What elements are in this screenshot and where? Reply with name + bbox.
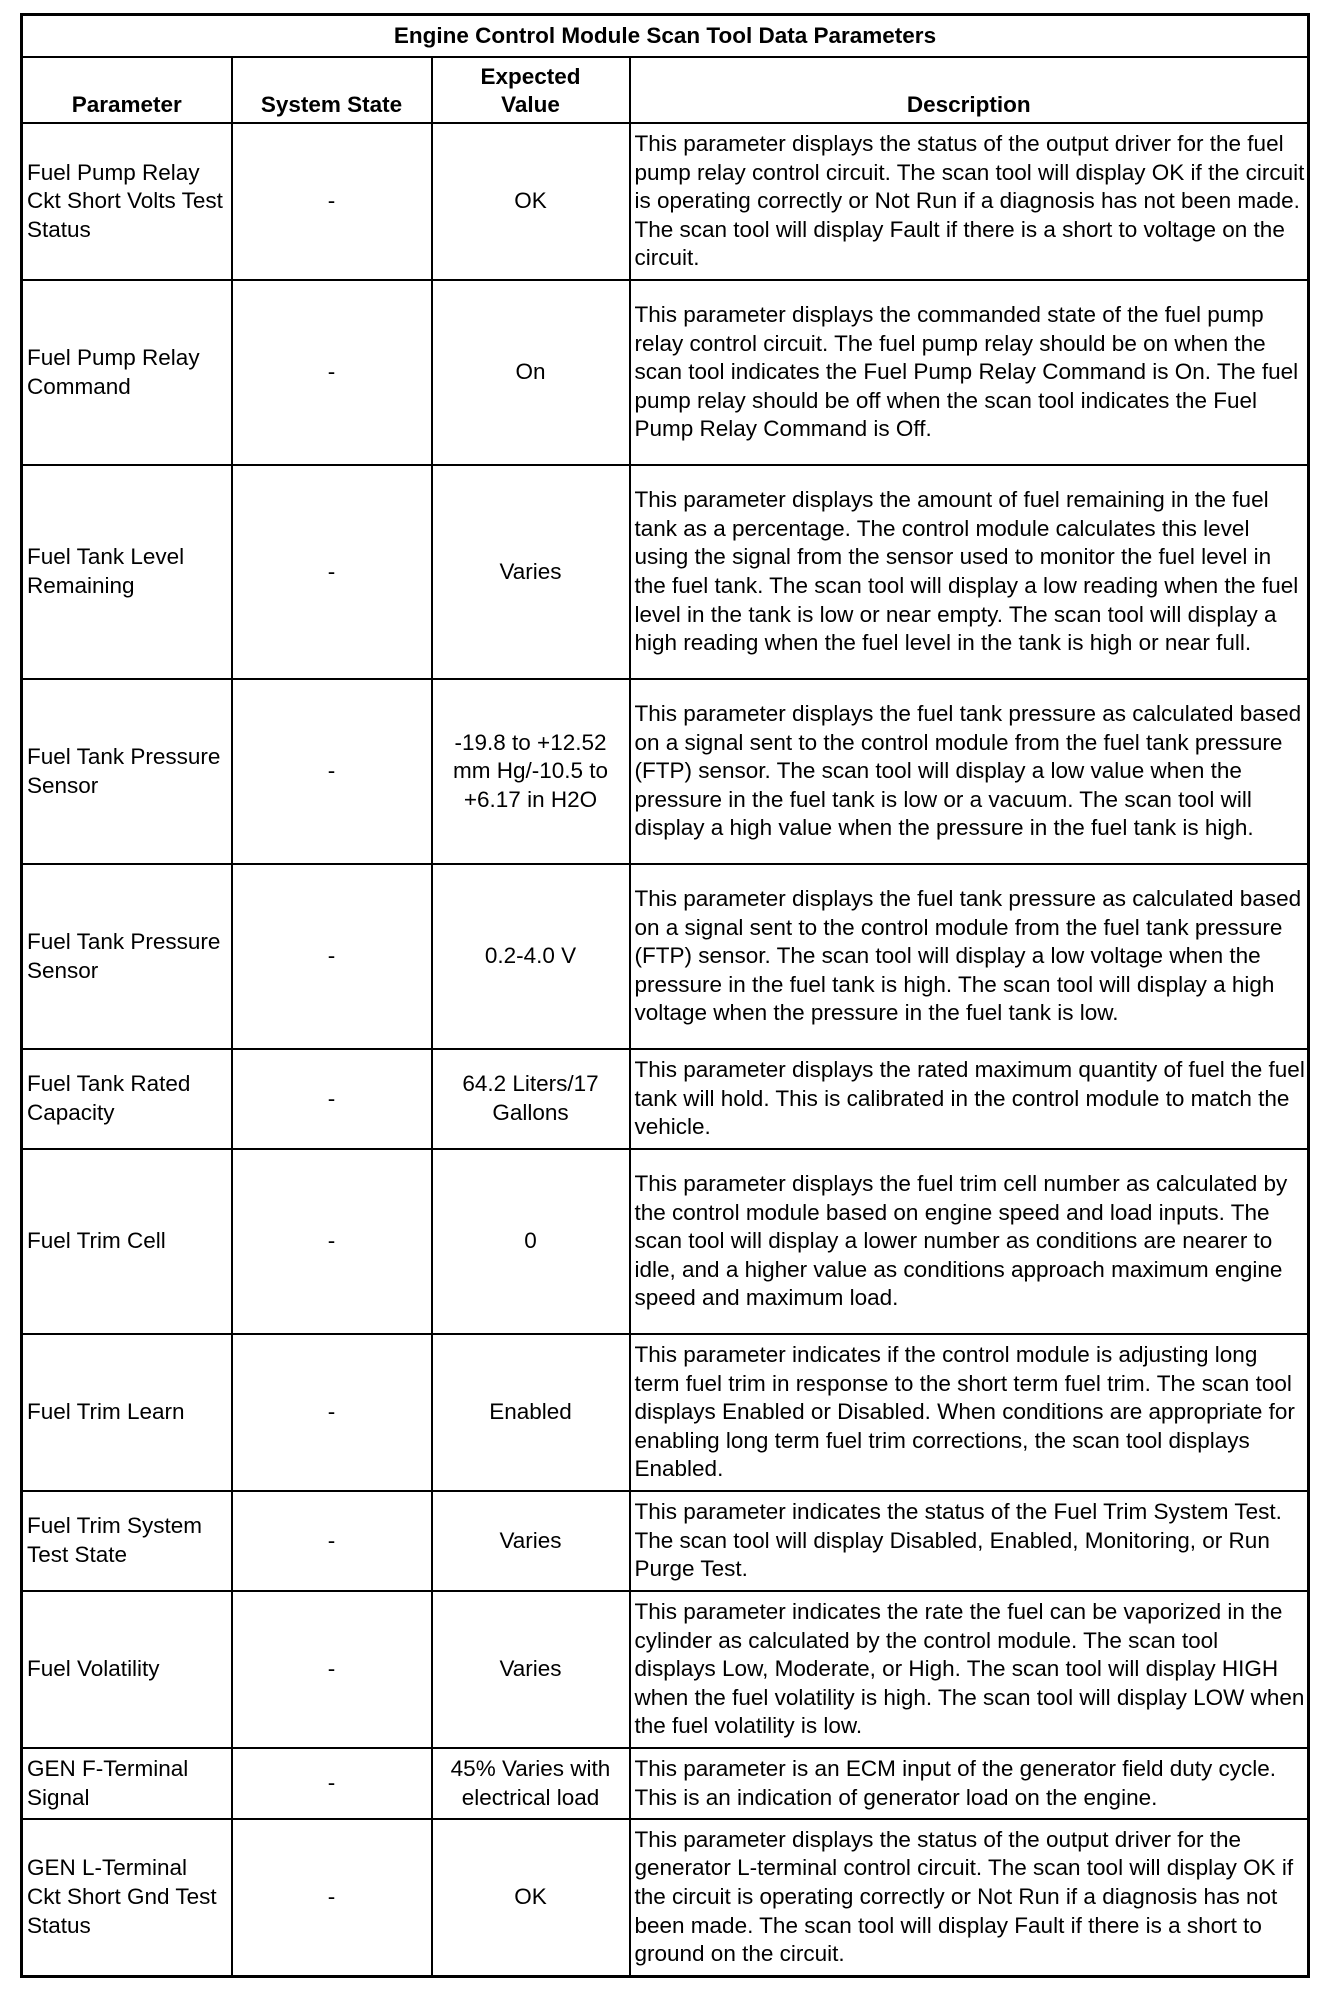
- cell-system-state: -: [232, 1491, 432, 1591]
- cell-system-state: -: [232, 1591, 432, 1748]
- cell-system-state: -: [232, 864, 432, 1049]
- cell-system-state: -: [232, 1049, 432, 1149]
- table-row: [22, 280, 1309, 465]
- cell-expected-value: 45% Varies with electrical load: [432, 1748, 630, 1819]
- cell-expected-value: On: [432, 280, 630, 465]
- cell-description: This parameter displays the fuel tank pressure as calculated based on a signal sent to the control module from the fuel tank pressure (FTP) sensor. The scan tool will display a low voltage when the pressure in the fuel tank is high. The scan tool will display a high voltage when the pressure in the fuel tank is low.: [630, 864, 1309, 1049]
- table-row: [22, 1748, 1309, 1819]
- cell-description: This parameter indicates if the control module is adjusting long term fuel trim in response to the short term fuel trim. The scan tool displays Enabled or Disabled. When conditions are appropriate for enabling long term fuel trim corrections, the scan tool displays Enabled.: [630, 1334, 1309, 1491]
- table-row: [22, 1049, 1309, 1149]
- cell-description: This parameter is an ECM input of the generator field duty cycle. This is an indication of generator load on the engine.: [630, 1748, 1309, 1819]
- cell-parameter: Fuel Trim Cell: [22, 1149, 232, 1334]
- cell-parameter: Fuel Pump Relay Command: [22, 280, 232, 465]
- scan-tool-data-table: [20, 13, 1310, 1978]
- table-row: [22, 1149, 1309, 1334]
- cell-expected-value: -19.8 to +12.52 mm Hg/-10.5 to +6.17 in H2O: [432, 679, 630, 864]
- cell-expected-value: Enabled: [432, 1334, 630, 1491]
- cell-parameter: Fuel Tank Pressure Sensor: [22, 864, 232, 1049]
- header-parameter: Parameter: [22, 57, 232, 123]
- table-row: [22, 123, 1309, 280]
- cell-expected-value: OK: [432, 123, 630, 280]
- cell-description: This parameter indicates the status of the Fuel Trim System Test. The scan tool will display Disabled, Enabled, Monitoring, or Run Purge Test.: [630, 1491, 1309, 1591]
- cell-parameter: Fuel Trim Learn: [22, 1334, 232, 1491]
- cell-expected-value: 0: [432, 1149, 630, 1334]
- table-title: Engine Control Module Scan Tool Data Parameters: [22, 15, 1309, 58]
- cell-parameter: Fuel Volatility: [22, 1591, 232, 1748]
- header-expected-value: Expected Value: [432, 57, 630, 123]
- cell-expected-value: OK: [432, 1819, 630, 1976]
- cell-system-state: -: [232, 1819, 432, 1976]
- cell-expected-value: Varies: [432, 1591, 630, 1748]
- cell-system-state: -: [232, 280, 432, 465]
- cell-description: This parameter displays the commanded state of the fuel pump relay control circuit. The fuel pump relay should be on when the scan tool indicates the Fuel Pump Relay Command is On. The fuel pump relay should be off when the scan tool indicates the Fuel Pump Relay Command is Off.: [630, 280, 1309, 465]
- table-row: [22, 1334, 1309, 1491]
- table-row: [22, 1819, 1309, 1976]
- table-row: [22, 1591, 1309, 1748]
- cell-description: This parameter displays the fuel trim cell number as calculated by the control module based on engine speed and load inputs. The scan tool will display a lower number as conditions are nearer to idle, and a higher value as conditions approach maximum engine speed and maximum load.: [630, 1149, 1309, 1334]
- cell-system-state: -: [232, 1149, 432, 1334]
- table-row: [22, 1491, 1309, 1591]
- cell-description: This parameter indicates the rate the fuel can be vaporized in the cylinder as calculated by the control module. The scan tool displays Low, Moderate, or High. The scan tool will display HIGH when the fuel volatility is high. The scan tool will display LOW when the fuel volatility is low.: [630, 1591, 1309, 1748]
- cell-parameter: Fuel Trim System Test State: [22, 1491, 232, 1591]
- cell-system-state: -: [232, 679, 432, 864]
- title-row: [22, 15, 1309, 58]
- table-row: [22, 864, 1309, 1049]
- cell-expected-value: Varies: [432, 465, 630, 679]
- table-row: [22, 679, 1309, 864]
- cell-parameter: Fuel Pump Relay Ckt Short Volts Test Status: [22, 123, 232, 280]
- cell-system-state: -: [232, 1334, 432, 1491]
- cell-system-state: -: [232, 465, 432, 679]
- cell-description: This parameter displays the rated maximum quantity of fuel the fuel tank will hold. This is calibrated in the control module to match the vehicle.: [630, 1049, 1309, 1149]
- cell-system-state: -: [232, 1748, 432, 1819]
- cell-description: This parameter displays the fuel tank pressure as calculated based on a signal sent to the control module from the fuel tank pressure (FTP) sensor. The scan tool will display a low value when the pressure in the fuel tank is low or a vacuum. The scan tool will display a high value when the pressure in the fuel tank is high.: [630, 679, 1309, 864]
- cell-parameter: GEN L-Terminal Ckt Short Gnd Test Status: [22, 1819, 232, 1976]
- cell-parameter: Fuel Tank Pressure Sensor: [22, 679, 232, 864]
- cell-description: This parameter displays the amount of fuel remaining in the fuel tank as a percentage. The control module calculates this level using the signal from the sensor used to monitor the fuel level in the fuel tank. The scan tool will display a low reading when the fuel level in the tank is low or near empty. The scan tool will display a high reading when the fuel level in the tank is high or near full.: [630, 465, 1309, 679]
- header-description: Description: [630, 57, 1309, 123]
- header-system-state: System State: [232, 57, 432, 123]
- cell-parameter: Fuel Tank Rated Capacity: [22, 1049, 232, 1149]
- header-row: [22, 57, 1309, 123]
- cell-parameter: Fuel Tank Level Remaining: [22, 465, 232, 679]
- cell-description: This parameter displays the status of the output driver for the fuel pump relay control circuit. The scan tool will display OK if the circuit is operating correctly or Not Run if a diagnosis has not been made. The scan tool will display Fault if there is a short to voltage on the circuit.: [630, 123, 1309, 280]
- cell-description: This parameter displays the status of the output driver for the generator L-terminal control circuit. The scan tool will display OK if the circuit is operating correctly or Not Run if a diagnosis has not been made. The scan tool will display Fault if there is a short to ground on the circuit.: [630, 1819, 1309, 1976]
- cell-expected-value: 64.2 Liters/17 Gallons: [432, 1049, 630, 1149]
- cell-expected-value: Varies: [432, 1491, 630, 1591]
- cell-system-state: -: [232, 123, 432, 280]
- cell-parameter: GEN F-Terminal Signal: [22, 1748, 232, 1819]
- cell-expected-value: 0.2-4.0 V: [432, 864, 630, 1049]
- table-row: [22, 465, 1309, 679]
